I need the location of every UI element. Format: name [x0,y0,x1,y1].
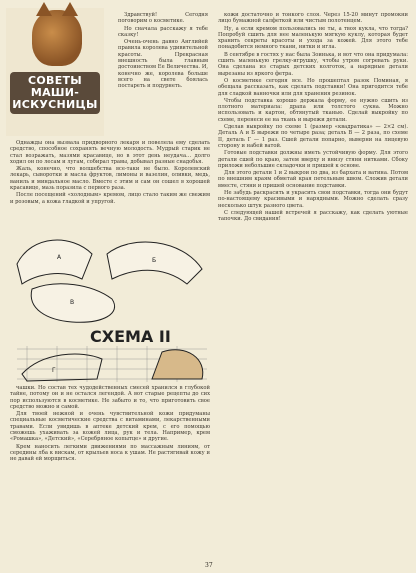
paragraph: Однажды она вызвала придворного лекаря и повелела ему сделать средство, способное сохранять вечную молодость. Мудрый старик не стал возражать, мазями красавице, но в этот день неудача… долго ходил он по лесам и лугам, собирал травы, добывал разные снадобья. [10,140,210,165]
cat-illustration-icon [32,10,82,66]
scheme-label: А [57,254,62,261]
left-column-text [10,140,210,206]
scheme-label: В [70,299,75,306]
paragraph: Здравствуй! Сегодня поговорим о косметике. [118,12,208,25]
left-bottom-column-text [10,385,210,464]
right-column-text [218,12,408,224]
column-title [10,72,100,114]
finished-slipper-illustration [152,350,203,379]
paragraph: После посещений «холодным» кремом, лицо стало таким же свежим и розовым, а кожа гладкой и упругой. [10,192,210,205]
paragraph: Ну, а если кремом пользовались не ты, а твоя кукла, что тогда? Попробуй сшить для нее маленькую мягкую куклу, которая будет хранить секреты красоты и ухода за кожей. Для этого тебе понадобится немного ткани, нитки и игла. [218,25,408,51]
paragraph: Очень-очень давно Английей правила королева удивительной красоты. Прекрасная внешность была главным достоинством Ее Величества. И, конечно же, королева больше всего на свете боялась постареть и подурнеть. [118,39,208,90]
paragraph: С следующей нашей встречей я расскажу, как сделать уютные тапочки. До свидания! [218,209,408,223]
paragraph: Чтобы подставка хорошо держала форму, ее нужно сшить из плотного материала: драпа или толстого сукна. Можно использовать и картон, обтянутый тканью. Сделай выкройку по схеме, перенеси ее на ткань и вырежи детали. [218,97,408,123]
paragraph: О косметике сегодня все. Но прошептал разок Поминая, я обещала рассказать, как сделать подставки! Она пригодится тебе для сладкой ванночки или для хранения резинок. [218,77,408,97]
paragraph: Сделав выкройку по схеме 1 (размер «квадратика» — 2×2 см). Деталь А и Б вырежи по четыре раза; деталь В — 2 раза, по схеме II, деталь Г — 1 раз. Сшей детали попарно, выверни на лицевую сторону и набей ватой. [218,124,408,149]
paragraph: кожи достаточно и тонкого слоя. Через 15-20 минут промокни лицо бумажной салфеткой или чистым полотенцем. [218,12,408,25]
paragraph: Для этого детали 1 и 2 выкрои по два, из бархата и ватина. Потом по внешним краям обметай края петельным швом. Сложив детали вместе, стяни и пришей основание подставки. [218,170,408,189]
paragraph: Крем наносить легкими движениями по массажным линиям, от середины лба к вискам, от крыльев носа к ушам. Не растягивай кожу и не давай ей морщиться. [10,443,210,463]
paragraph: В сентябре в гостях у нас была Зоинька, и вот что она придумала: сшить маленькую грелку-игрушку, чтобы утром согревать руки. Она сделана из старых детских колготок, а нарядные детали вырезаны из яркого фетра. [218,51,408,77]
scheme-title: СХЕМА II [90,327,171,346]
paragraph: Но сначала расскажу я тебе сказку! [118,25,208,38]
column-title-line: МАШИ- [30,86,80,99]
paragraph: Жаль, конечно, что волшебства все-таки не было. Королевский лекарь, сыворотки и масла фруктов, лимоны и вазелин, оливки, медь, ваниль и миндальное масло. Вместе с этим и сам он сошел в хорошей красавице, мазь поразила с первого раза. [10,166,210,192]
sewing-scheme-diagram [12,224,212,384]
column-title-line: ИСКУСНИЦЫ [12,98,98,111]
page-number: 37 [205,562,213,569]
column-badge [6,8,104,136]
pattern-piece-a [17,240,92,284]
intro-text [118,12,208,91]
paragraph: Для твоей нежной и очень чувствительной кожи придуманы специальные косметические средства с витаминами, лекарственными травами. Если увидишь в аптеке детский крем, с его помощью сможешь ухаживать за кожей лица, рук и тела. Например, крем «Ромашка», «Детский», «Серебряное копытце» и другие. [10,411,210,443]
scheme-label: Б [152,257,157,264]
pattern-piece-g [22,354,102,381]
paragraph: Готовые подставки должны иметь устойчивую форму. Для этого детали сшей по краю, затем вверху и внизу стяни нитками. Сбоку приложи небольшие складочки и пришей к основе. [218,150,408,169]
paragraph: чашки. Но состав тех чудодейственных смесей хранился в глубокой тайне, потому он и не остался легендой. А вот старые рецепты до сих пор используются в косметике. Не забыто и то, что приготовить свое средство можно и самой. [10,385,210,410]
paragraph: Не забудь раскрасить и украсить свои подставки, тогда они будут по-настоящему красивыми и нарядными. Можно сделать сразу несколько штук разного цвета. [218,190,408,209]
scheme-label: Г [52,367,56,374]
column-title-line: СОВЕТЫ [27,74,83,87]
